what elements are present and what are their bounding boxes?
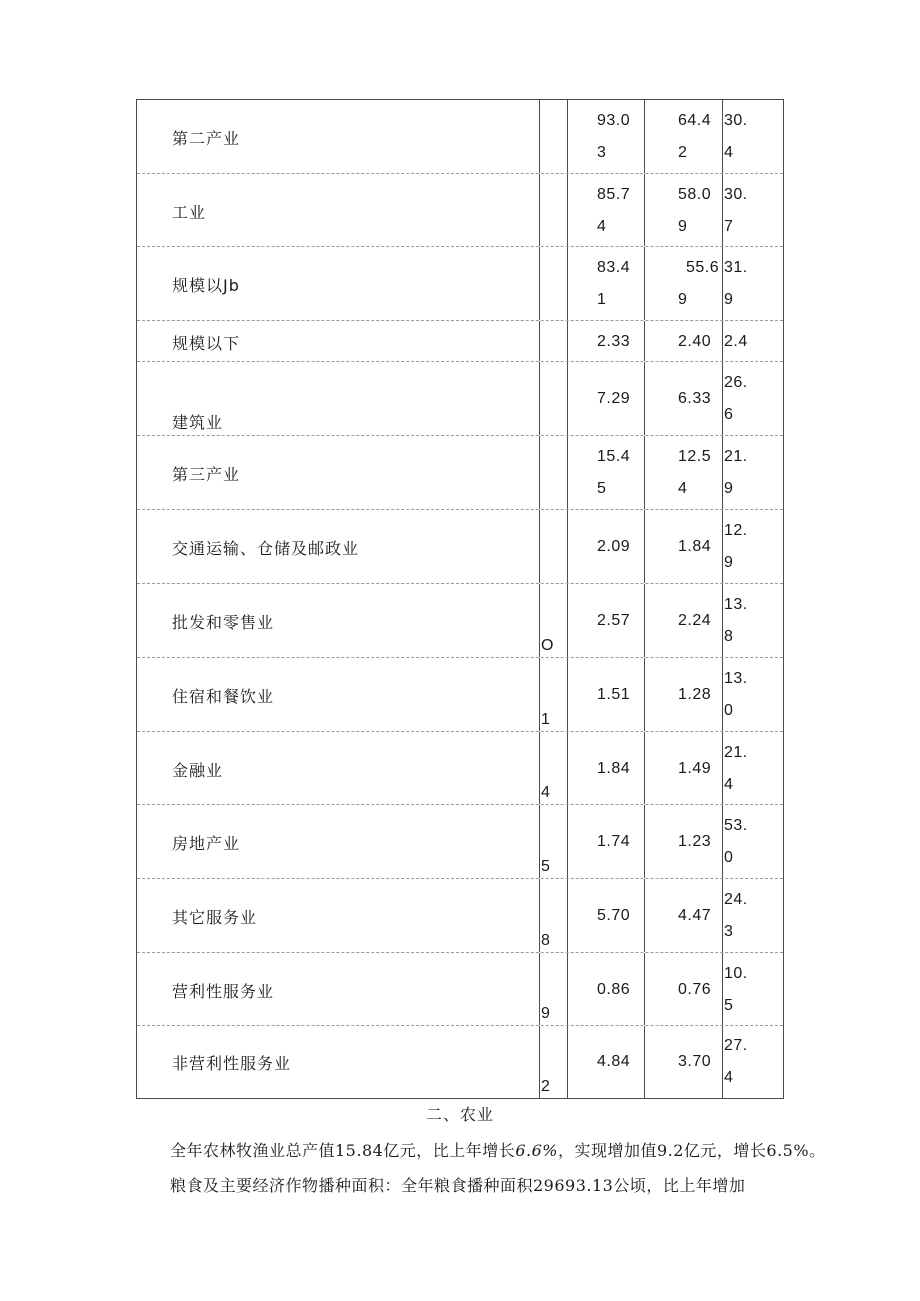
row-value-v2: 2.24	[678, 612, 712, 629]
row-value-cell-v2	[644, 174, 722, 246]
row-name-cell	[137, 879, 539, 952]
row-name: 房地产业	[172, 834, 241, 853]
row-name-cell	[137, 436, 539, 509]
row-name: 第二产业	[172, 129, 241, 148]
row-name-cell	[137, 805, 539, 878]
row-value-v3: 9	[724, 291, 734, 308]
row-value-cell-v1	[567, 658, 644, 731]
row-value-v1: 85.7	[597, 185, 631, 203]
row-value-cell-v3	[722, 436, 784, 509]
row-value-cell-v2	[644, 658, 722, 731]
row-value-cell-v2	[644, 805, 722, 878]
row-value-v2: 4	[678, 480, 688, 497]
row-name: 规模以下	[172, 333, 241, 353]
row-name-cell	[137, 953, 539, 1025]
row-name: 规模以Jb	[172, 276, 240, 295]
row-value-v1: 5.70	[597, 907, 631, 924]
row-code-cell	[539, 436, 567, 509]
row-name: 营利性服务业	[172, 981, 275, 1001]
row-value-cell-v1	[567, 1026, 644, 1098]
row-name: 其它服务业	[172, 908, 258, 927]
row-value-v3: 4	[724, 775, 734, 793]
table-row	[137, 953, 783, 1026]
table-row	[137, 1026, 783, 1098]
row-value-cell-v3	[722, 247, 784, 320]
row-value-cell-v2	[644, 1026, 722, 1098]
row-value-v2: 1.49	[678, 759, 712, 777]
row-value-v1: 0.86	[597, 980, 631, 998]
row-name: 工业	[172, 202, 207, 222]
table-row	[137, 321, 783, 362]
row-value-v3: 30.	[724, 112, 748, 129]
row-value-cell-v2	[644, 879, 722, 952]
row-value-cell-v1	[567, 174, 644, 246]
row-code-cell	[539, 247, 567, 320]
row-value-cell-v2	[644, 100, 722, 173]
row-value-v3: 30.	[724, 185, 748, 203]
row-code: 4	[541, 784, 550, 801]
row-value-cell-v1	[567, 879, 644, 952]
row-value-v1: 1.84	[597, 759, 631, 777]
table-row	[137, 247, 783, 321]
row-value-v1: 7.29	[597, 390, 631, 407]
row-code: 1	[541, 711, 550, 728]
row-code: O	[541, 637, 554, 654]
row-value-cell-v2	[644, 247, 722, 320]
table-row	[137, 510, 783, 584]
row-value-v2: 1.28	[678, 686, 712, 703]
row-code: 5	[541, 858, 550, 875]
row-value-cell-v2	[644, 362, 722, 435]
row-name: 建筑业	[172, 413, 224, 432]
row-value-v1: 83.4	[597, 259, 631, 276]
row-value-v3: 13.	[724, 596, 748, 613]
row-value-cell-v1	[567, 805, 644, 878]
row-code-cell	[539, 174, 567, 246]
row-value-v1: 4.84	[597, 1053, 631, 1070]
row-value-v3: 4	[724, 1069, 734, 1086]
row-value-v1: 1.74	[597, 833, 631, 850]
table-row	[137, 100, 783, 174]
para1-part-a: 全年农林牧渔业总产值15.84亿元，比上年增长	[170, 1141, 516, 1160]
row-name-cell	[137, 732, 539, 804]
row-value-v3: 31.	[724, 259, 748, 276]
row-name: 非营利性服务业	[172, 1054, 292, 1073]
row-code-cell	[539, 100, 567, 173]
paragraph-planting-area: 粮食及主要经济作物播种面积：全年粮食播种面积29693.13公顷，比上年增加	[170, 1176, 746, 1195]
table-row	[137, 732, 783, 805]
table-row	[137, 805, 783, 879]
row-value-v2: 2	[678, 144, 688, 161]
row-value-cell-v2	[644, 436, 722, 509]
row-name-cell	[137, 174, 539, 246]
row-value-cell-v3	[722, 879, 784, 952]
row-value-cell-v3	[722, 321, 784, 361]
row-name-cell	[137, 1026, 539, 1098]
row-value-cell-v2	[644, 321, 722, 361]
row-code-cell	[539, 953, 567, 1025]
row-value-cell-v1	[567, 100, 644, 173]
row-value-v1: 4	[597, 217, 607, 235]
row-value-v3: 27.	[724, 1037, 748, 1054]
row-value-cell-v3	[722, 658, 784, 731]
row-value-cell-v3	[722, 732, 784, 804]
row-value-v3: 3	[724, 923, 734, 940]
row-value-v1: 1.51	[597, 686, 631, 703]
row-name: 金融业	[172, 760, 224, 780]
row-name-cell	[137, 362, 539, 435]
row-value-cell-v1	[567, 584, 644, 657]
row-value-v1: 3	[597, 144, 607, 161]
row-name: 交通运输、仓储及邮政业	[172, 539, 360, 558]
row-value-v2: 0.76	[678, 980, 712, 998]
row-value-v1: 2.09	[597, 538, 631, 555]
para1-part-c: ，实现增加值9.2亿元，增长6.5%。	[557, 1141, 826, 1160]
table-row	[137, 436, 783, 510]
row-value-v3: 10.	[724, 964, 748, 982]
row-value-v3: 0	[724, 702, 734, 719]
row-name-cell	[137, 321, 539, 361]
data-table	[136, 99, 784, 1099]
row-name: 第三产业	[172, 465, 241, 484]
row-value-v2: 58.0	[678, 185, 712, 203]
row-value-cell-v1	[567, 362, 644, 435]
row-value-v1: 2.33	[597, 332, 631, 350]
table-row	[137, 658, 783, 732]
row-value-cell-v3	[722, 510, 784, 583]
row-value-cell-v3	[722, 805, 784, 878]
row-value-v2: 9	[678, 217, 688, 235]
row-value-cell-v1	[567, 510, 644, 583]
table-row	[137, 362, 783, 436]
paragraph-output-value	[170, 1138, 826, 1161]
row-value-cell-v3	[722, 584, 784, 657]
row-code-cell	[539, 732, 567, 804]
row-value-cell-v1	[567, 247, 644, 320]
row-value-v1: 2.57	[597, 612, 631, 629]
row-value-v1: 1	[597, 291, 607, 308]
row-code-cell	[539, 658, 567, 731]
row-value-v2: 6.33	[678, 390, 712, 407]
row-value-v3: 12.	[724, 522, 748, 539]
row-value-v3: 6	[724, 406, 734, 423]
row-value-cell-v1	[567, 953, 644, 1025]
row-code-cell	[539, 1026, 567, 1098]
row-code: 9	[541, 1005, 550, 1022]
row-value-v2: 55.6	[686, 259, 720, 276]
row-value-v2: 9	[678, 291, 688, 308]
row-value-v3: 21.	[724, 743, 748, 761]
row-value-v1: 5	[597, 480, 607, 497]
row-name: 住宿和餐饮业	[172, 687, 275, 706]
row-value-cell-v3	[722, 953, 784, 1025]
row-value-cell-v1	[567, 321, 644, 361]
row-value-cell-v2	[644, 732, 722, 804]
row-value-v2: 2.40	[678, 332, 712, 350]
row-value-v3: 26.	[724, 374, 748, 391]
row-value-cell-v3	[722, 362, 784, 435]
row-value-v2: 1.23	[678, 833, 712, 850]
row-code-cell	[539, 879, 567, 952]
row-code-cell	[539, 584, 567, 657]
para1-growth: 6.6%	[515, 1141, 558, 1160]
row-name-cell	[137, 247, 539, 320]
row-value-v3: 24.	[724, 891, 748, 908]
row-value-cell-v3	[722, 174, 784, 246]
row-name-cell	[137, 100, 539, 173]
row-value-cell-v3	[722, 1026, 784, 1098]
row-code-cell	[539, 321, 567, 361]
row-value-v3: 5	[724, 996, 734, 1014]
row-value-v3: 53.	[724, 817, 748, 834]
row-code-cell	[539, 362, 567, 435]
row-value-v2: 64.4	[678, 112, 712, 129]
table-row	[137, 584, 783, 658]
row-value-v3: 13.	[724, 670, 748, 687]
row-value-cell-v1	[567, 436, 644, 509]
row-value-cell-v3	[722, 100, 784, 173]
row-name-cell	[137, 584, 539, 657]
row-value-cell-v2	[644, 953, 722, 1025]
row-value-v3: 21.	[724, 448, 748, 465]
table-row	[137, 879, 783, 953]
row-name-cell	[137, 510, 539, 583]
row-value-cell-v2	[644, 510, 722, 583]
row-value-v3: 8	[724, 628, 734, 645]
row-name: 批发和零售业	[172, 613, 275, 632]
row-value-v1: 93.0	[597, 112, 631, 129]
row-value-v2: 12.5	[678, 448, 712, 465]
row-code: 8	[541, 932, 550, 949]
row-code-cell	[539, 510, 567, 583]
row-value-cell-v2	[644, 584, 722, 657]
row-value-v2: 4.47	[678, 907, 712, 924]
table-row	[137, 174, 783, 247]
row-value-v3: 7	[724, 217, 734, 235]
row-value-cell-v1	[567, 732, 644, 804]
row-value-v3: 9	[724, 554, 734, 571]
row-value-v1: 15.4	[597, 448, 631, 465]
row-value-v3: 0	[724, 849, 734, 866]
row-code: 2	[541, 1078, 550, 1095]
row-value-v2: 1.84	[678, 538, 712, 555]
row-value-v2: 3.70	[678, 1053, 712, 1070]
row-value-v3: 4	[724, 144, 734, 161]
row-value-v3: 9	[724, 480, 734, 497]
row-code-cell	[539, 805, 567, 878]
row-name-cell	[137, 658, 539, 731]
row-value-v3: 2.4	[724, 332, 748, 350]
section-heading: 二、农业	[425, 1105, 494, 1124]
